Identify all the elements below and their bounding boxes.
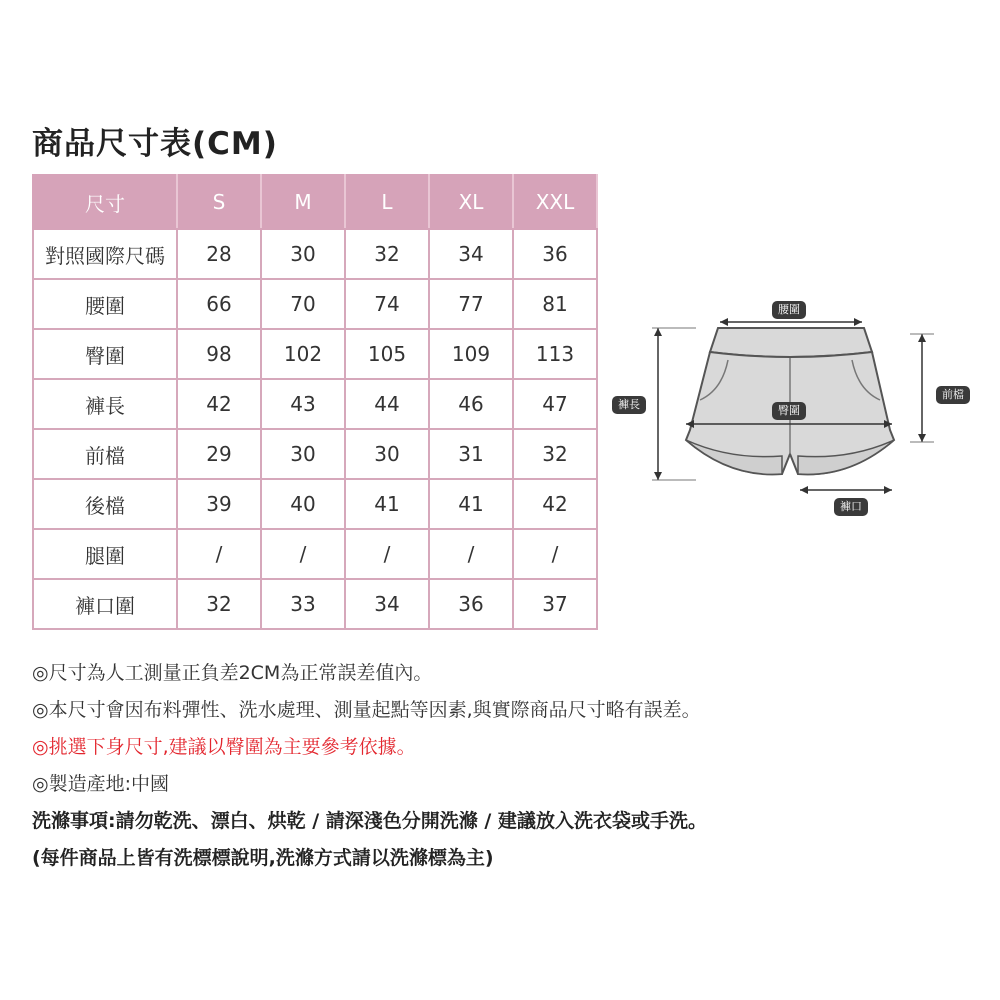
table-row: [33, 479, 597, 529]
table-cell: 41: [429, 479, 513, 529]
length-tag: 褲長: [612, 396, 646, 414]
size-table: [32, 174, 598, 630]
table-cell: 32: [177, 579, 261, 629]
table-cell: 32: [513, 429, 597, 479]
table-cell: 30: [261, 229, 345, 279]
table-cell: 34: [345, 579, 429, 629]
table-cell: 98: [177, 329, 261, 379]
table-row: [33, 429, 597, 479]
table-cell: /: [429, 529, 513, 579]
rise-arrow-head-bottom: [918, 434, 926, 442]
table-cell: 36: [429, 579, 513, 629]
table-cell: /: [261, 529, 345, 579]
length-arrow-head-top: [654, 328, 662, 336]
table-cell: 109: [429, 329, 513, 379]
table-cell: 30: [261, 429, 345, 479]
header-cell: L: [345, 175, 429, 229]
table-cell: 74: [345, 279, 429, 329]
table-cell: 81: [513, 279, 597, 329]
table-row: [33, 229, 597, 279]
rise-arrow-head-top: [918, 334, 926, 342]
note-tolerance: ◎尺寸為人工測量正負差2CM為正常誤差值內。: [32, 662, 433, 684]
table-cell: 102: [261, 329, 345, 379]
note-origin: ◎製造產地:中國: [32, 773, 169, 795]
table-cell: 37: [513, 579, 597, 629]
hem-tag: 褲口: [834, 498, 868, 516]
page-title: 商品尺寸表(CM): [32, 126, 278, 162]
header-cell: S: [177, 175, 261, 229]
table-row: [33, 329, 597, 379]
table-cell: 77: [429, 279, 513, 329]
header-cell: 尺寸: [33, 175, 177, 229]
header-cell: XXL: [513, 175, 597, 229]
length-arrow-head-bottom: [654, 472, 662, 480]
table-cell: 36: [513, 229, 597, 279]
row-label: 前檔: [33, 429, 177, 479]
table-cell: 32: [345, 229, 429, 279]
row-label: 褲口圍: [33, 579, 177, 629]
table-cell: 42: [513, 479, 597, 529]
table-cell: 39: [177, 479, 261, 529]
table-cell: 40: [261, 479, 345, 529]
table-cell: 29: [177, 429, 261, 479]
table-cell: /: [513, 529, 597, 579]
table-row: [33, 529, 597, 579]
note-washing: 洗滌事項:請勿乾洗、漂白、烘乾 / 請深淺色分開洗滌 / 建議放入洗衣袋或手洗。: [32, 810, 707, 832]
table-cell: 66: [177, 279, 261, 329]
table-header-row: [33, 175, 597, 229]
row-label: 對照國際尺碼: [33, 229, 177, 279]
row-label: 腰圍: [33, 279, 177, 329]
hip-tag: 臀圍: [772, 402, 806, 420]
header-cell: XL: [429, 175, 513, 229]
table-cell: 42: [177, 379, 261, 429]
table-cell: /: [345, 529, 429, 579]
waist-arrow-head-left: [720, 318, 728, 326]
waistband-shape: [710, 328, 872, 357]
table-cell: 30: [345, 429, 429, 479]
table-cell: 31: [429, 429, 513, 479]
table-row: [33, 279, 597, 329]
hem-arrow-head-right: [884, 486, 892, 494]
shorts-diagram: [600, 290, 990, 520]
table-cell: 33: [261, 579, 345, 629]
table-cell: /: [177, 529, 261, 579]
note-wash-label: (每件商品上皆有洗標標說明,洗滌方式請以洗滌標為主): [32, 847, 494, 869]
table-cell: 47: [513, 379, 597, 429]
header-cell: M: [261, 175, 345, 229]
row-label: 臀圍: [33, 329, 177, 379]
waist-arrow-head-right: [854, 318, 862, 326]
table-cell: 34: [429, 229, 513, 279]
row-label: 腿圍: [33, 529, 177, 579]
hem-arrow-head-left: [800, 486, 808, 494]
table-cell: 113: [513, 329, 597, 379]
notes-section: [32, 655, 972, 877]
table-cell: 44: [345, 379, 429, 429]
table-cell: 46: [429, 379, 513, 429]
front-rise-tag: 前檔: [936, 386, 970, 404]
note-variance: ◎本尺寸會因布料彈性、洗水處理、測量起點等因素,與實際商品尺寸略有誤差。: [32, 699, 701, 721]
waist-tag: 腰圍: [772, 301, 806, 319]
table-cell: 28: [177, 229, 261, 279]
row-label: 褲長: [33, 379, 177, 429]
table-cell: 43: [261, 379, 345, 429]
table-row: [33, 579, 597, 629]
row-label: 後檔: [33, 479, 177, 529]
note-hip-advice: ◎挑選下身尺寸,建議以臀圍為主要參考依據。: [32, 736, 416, 758]
table-cell: 41: [345, 479, 429, 529]
table-cell: 105: [345, 329, 429, 379]
table-row: [33, 379, 597, 429]
table-cell: 70: [261, 279, 345, 329]
